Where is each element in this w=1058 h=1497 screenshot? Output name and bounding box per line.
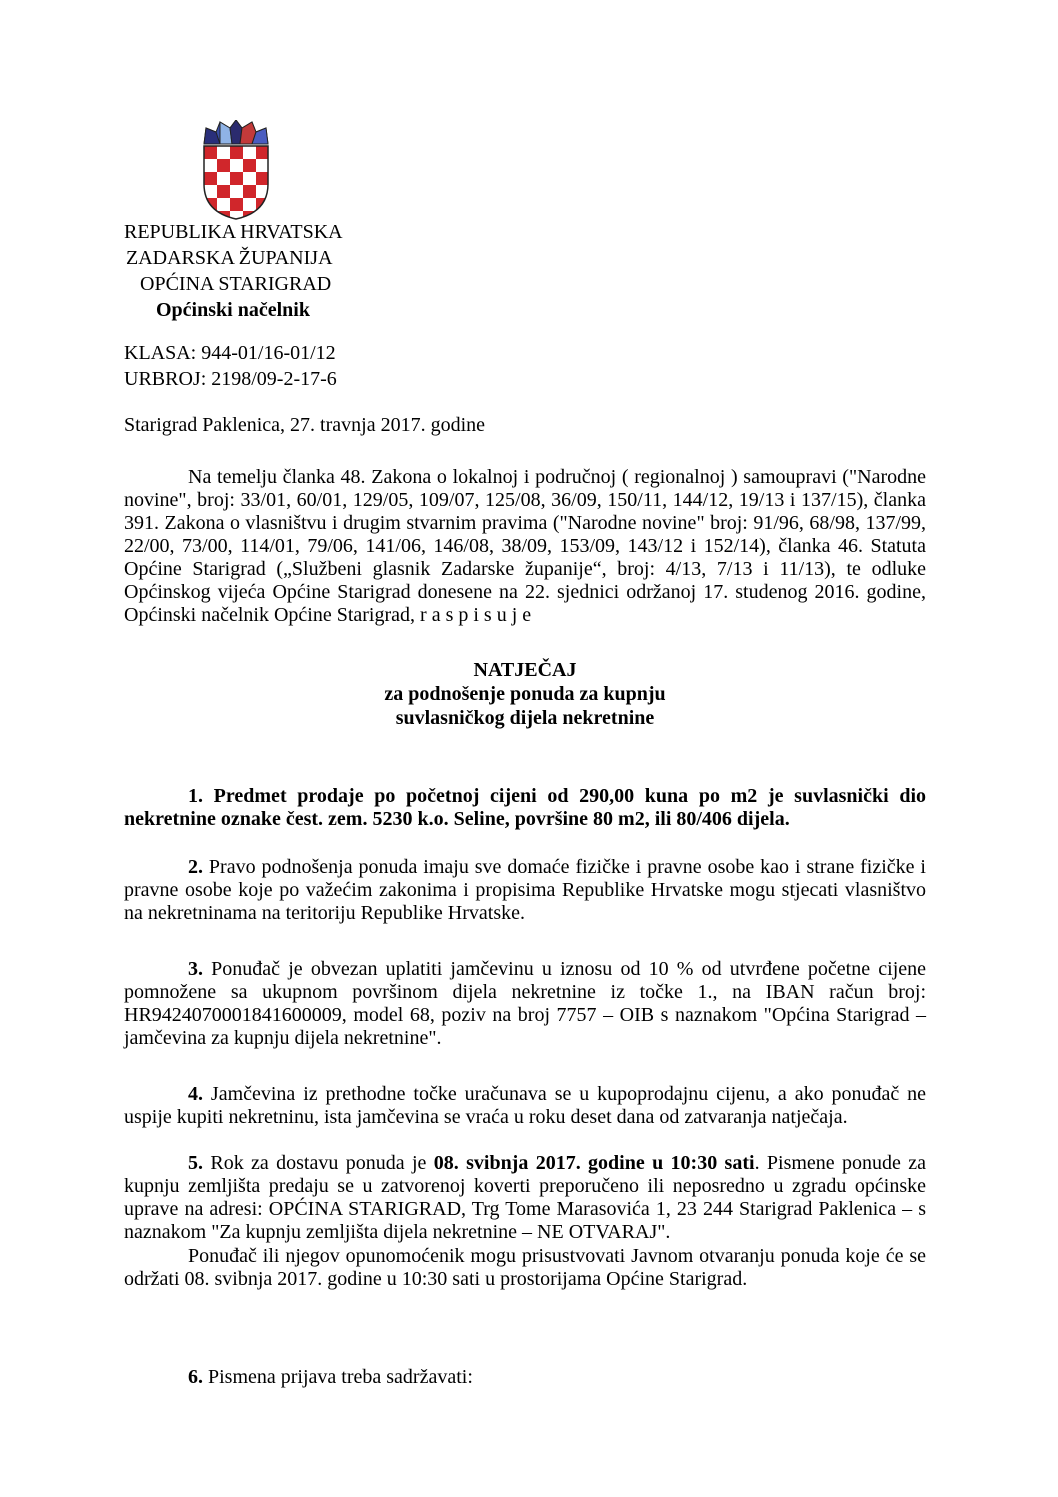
intro-end: r a s p i s u j e	[420, 604, 532, 626]
section-3-number: 3.	[188, 958, 203, 980]
urbroj-line: URBROJ: 2198/09-2-17-6	[124, 368, 337, 390]
section-6-number: 6.	[188, 1366, 203, 1388]
section-5-opening: Ponuđač ili njegov opunomoćenik mogu prisustvovati Javnom otvaranju ponuda koje će se održati 08. svibnja 2017. godine u 10:30 sati u prostorijama Općine Starigrad.	[124, 1245, 926, 1290]
header-republic: REPUBLIKA HRVATSKA	[124, 221, 343, 243]
section-5	[124, 1152, 926, 1244]
title-line-3: suvlasničkog dijela nekretnine	[395, 707, 655, 729]
section-2	[124, 856, 926, 925]
coat-of-arms-icon	[196, 120, 276, 220]
section-4-number: 4.	[188, 1083, 203, 1105]
section-2-text: Pravo podnošenja ponuda imaju sve domaće fizičke i pravne osobe kao i strane fizičke i pravne osobe koje po važećim zakonima i propisima Republike Hrvatske mogu stjecati vlasništvo na nekretninama na teritoriju Republike Hrvatske.	[124, 856, 926, 924]
title-line-1: NATJEČAJ	[473, 659, 577, 681]
place-date: Starigrad Paklenica, 27. travnja 2017. godine	[124, 414, 486, 436]
section-3	[124, 958, 926, 1050]
section-4	[124, 1083, 926, 1129]
tender-title	[124, 658, 926, 730]
section-5-text-b: . Pismene ponude za kupnju zemljišta predaju se u zatvorenoj koverti preporučeno ili neposredno u zgradu općinske uprave na adresi: OPĆINA STARIGRAD, Trg Tome Marasovića 1, 23 244 Starigrad Paklenica – s naznakom "Za kupnju zemljišta dijela nekretnine – NE OTVARAJ".	[124, 1152, 927, 1243]
intro-text: Na temelju članka 48. Zakona o lokalnoj i područnoj ( regionalnoj ) samoupravi ("Narodne novine", broj: 33/01, 60/01, 129/05, 109/07, 125/08, 36/09, 150/11, 144/12, 19/13 i 137/15), članka 391. Zakona o vlasništvu i drugim stvarnim pravima ("Narodne novine" broj: 91/96, 68/98, 137/99, 22/00, 73/00, 114/01, 79/06, 141/06, 146/08, 38/09, 153/09, 143/12 i 152/14), članka 46. Statuta Općine Starigrad („Službeni glasnik Zadarske županije“, broj: 4/13, 7/13 i 11/13), te odluke Općinskog vijeća Općine Starigrad donesene na 22. sjednici održanoj 17. studenog 2016. godine, Općinski načelnik Općine Starigrad,	[124, 466, 926, 626]
section-4-text: Jamčevina iz prethodne točke uračunava se u kupoprodajnu cijenu, a ako ponuđač ne uspije kupiti nekretninu, ista jamčevina se vraća u roku deset dana od zatvaranja natječaja.	[124, 1083, 927, 1128]
section-6	[124, 1366, 926, 1389]
section-5-number: 5.	[188, 1152, 203, 1174]
section-5-text-a: Rok za dostavu ponuda je	[210, 1152, 427, 1174]
intro-paragraph	[124, 466, 926, 627]
header-municipality: OPĆINA STARIGRAD	[140, 273, 332, 295]
header-county: ZADARSKA ŽUPANIJA	[126, 247, 333, 269]
reference-numbers	[124, 340, 337, 392]
section-3-text: Ponuđač je obvezan uplatiti jamčevinu u iznosu od 10 % od utvrđene početne cijene pomnožene sa ukupnom površinom dijela nekretnine iz točke 1., na IBAN račun broj: HR9424070001841600009, model 68, poziv na broj 7757 – OIB s naznakom "Općina Starigrad – jamčevina za kupnju dijela nekretnine".	[124, 958, 927, 1049]
section-5-deadline: 08. svibnja 2017. godine u 10:30 sati	[433, 1152, 755, 1174]
header-mayor: Općinski načelnik	[156, 299, 310, 321]
title-line-2: za podnošenje ponuda za kupnju	[384, 683, 666, 705]
section-6-text: Pismena prijava treba sadržavati:	[208, 1366, 473, 1388]
section-2-number: 2.	[188, 856, 203, 878]
section-1: 1. Predmet prodaje po početnoj cijeni od 290,00 kuna po m2 je suvlasnički dio nekretnine oznake čest. zem. 5230 k.o. Seline, površine 80 m2, ili 80/406 dijela.	[124, 785, 926, 830]
issuer-header	[124, 219, 343, 323]
klasa-line: KLASA: 944-01/16-01/12	[124, 342, 336, 364]
